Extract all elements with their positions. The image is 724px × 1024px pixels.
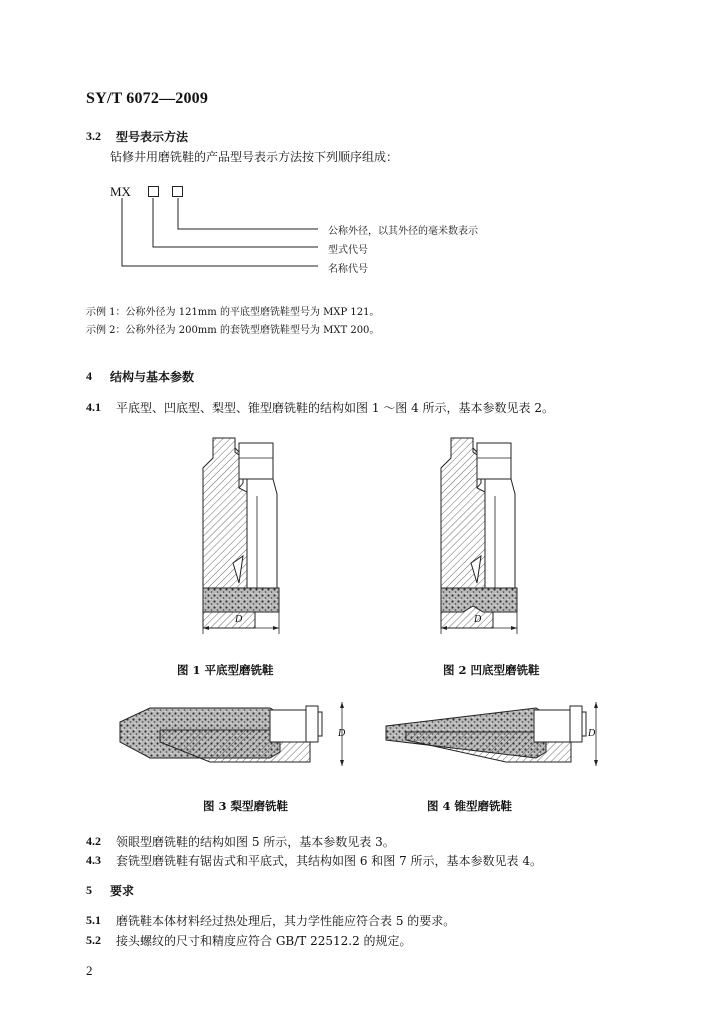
figure-2-caption: 图 2 凹底型磨铣鞋 [443,663,540,677]
section-number: 5 [86,883,92,897]
clause-number: 4.3 [86,853,101,867]
dim-label: D [235,614,243,625]
figure-2-drawing [433,438,528,638]
section-title: 要求 [110,884,135,898]
figure-1-drawing [195,438,290,638]
clause-number: 5.1 [86,913,101,927]
example-2: 示例 2：公称外径为 200mm 的套铣型磨铣鞋型号为 MXT 200。 [86,325,380,336]
paragraph: 磨铣鞋本体材料经过热处理后，其力学性能应符合表 5 的要求。 [116,914,456,928]
label-diameter: 公称外径，以其外径的毫米数表示 [328,226,478,237]
figure-4-drawing [386,700,616,770]
figure-4-caption: 图 4 锥型磨铣鞋 [427,799,513,813]
code-prefix: MX [110,184,131,199]
standard-number: SY/T 6072—2009 [86,90,209,107]
paragraph: 领眼型磨铣鞋的结构如图 5 所示，基本参数见表 3。 [116,835,395,849]
paragraph: 钻修井用磨铣鞋的产品型号表示方法按下列顺序组成： [110,150,399,164]
paragraph: 接头螺纹的尺寸和精度应符合 GB/T 22512.2 的规定。 [116,934,412,948]
clause-number: 4.2 [86,834,101,848]
dim-label: D [338,728,346,739]
section-title: 型号表示方法 [116,130,189,144]
clause-number: 4.1 [86,400,101,414]
paragraph: 套铣型磨铣鞋有锯齿式和平底式，其结构如图 6 和图 7 所示，基本参数见表 4。 [116,854,542,868]
figure-1-caption: 图 1 平底型磨铣鞋 [177,663,274,677]
dim-label: D [588,728,596,739]
paragraph: 平底型、凹底型、梨型、锥型磨铣鞋的结构如图 1 ～图 4 所示，基本参数见表 2。 [116,401,554,415]
figure-3-drawing [120,700,360,770]
section-title: 结构与基本参数 [110,370,195,384]
section-number: 3.2 [86,129,101,143]
label-type: 型式代号 [328,245,368,256]
dim-label: D [474,614,482,625]
section-number: 4 [86,369,92,383]
example-1: 示例 1：公称外径为 121mm 的平底型磨铣鞋型号为 MXP 121。 [86,307,380,318]
clause-number: 5.2 [86,933,101,947]
figure-3-caption: 图 3 梨型磨铣鞋 [203,799,289,813]
label-name: 名称代号 [328,264,368,275]
page-number: 2 [86,963,93,978]
